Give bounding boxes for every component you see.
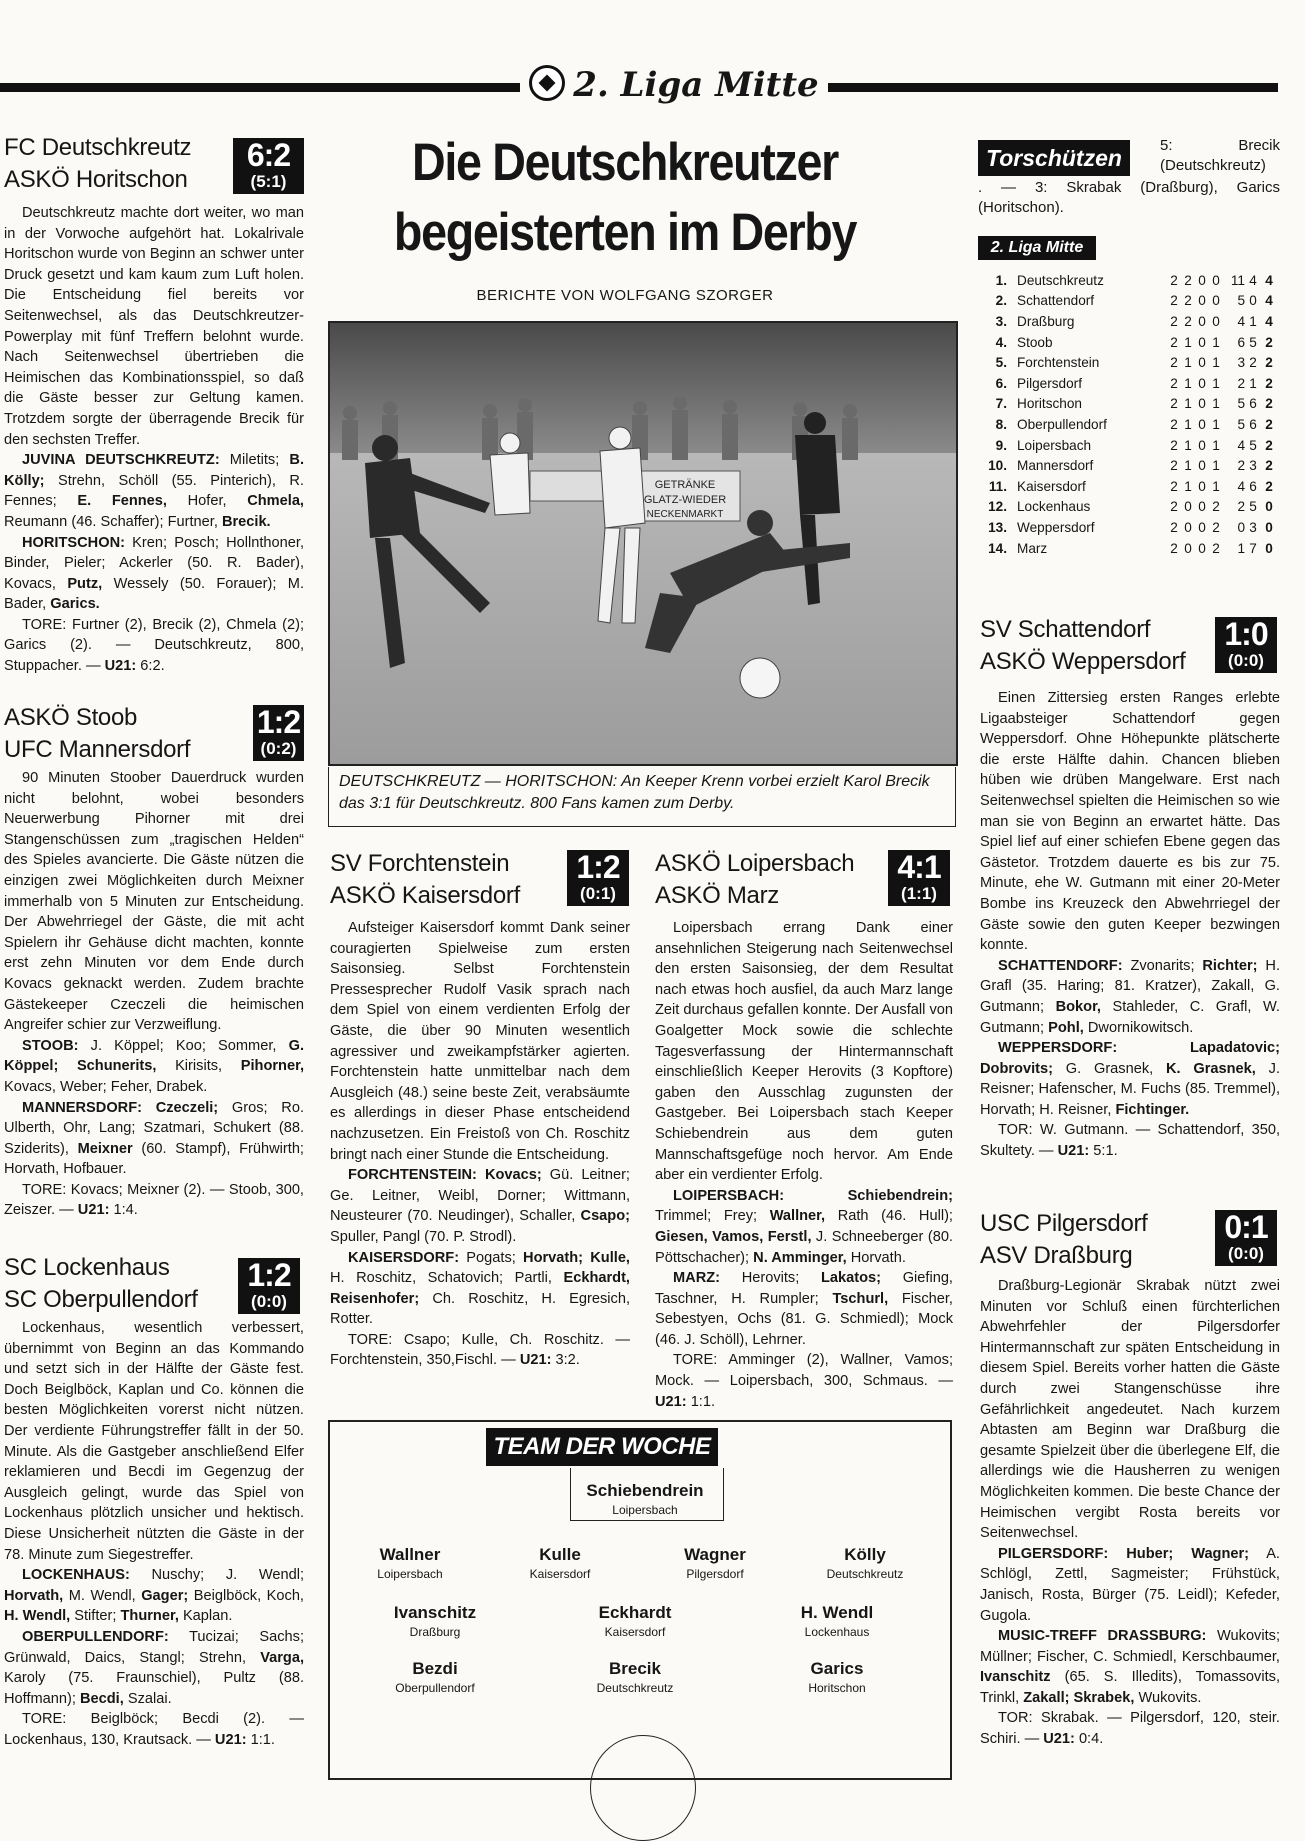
standings-l: 1: [1212, 478, 1220, 494]
standings-g: 2: [1170, 478, 1178, 494]
standings-pos: 11.: [988, 478, 1007, 494]
standings-ga: 3: [1249, 458, 1257, 474]
standings-g: 2: [1170, 313, 1178, 329]
standings-l: 0: [1212, 293, 1220, 309]
match5-teams: [655, 848, 875, 912]
standings-d: 0: [1198, 313, 1206, 329]
match6-lineup1: SCHATTENDORF: Zvonarits; Richter; H. Grafl (35. Haring; 81. Kratzer), Zakall, G. Gutmann; Bokor, Stahleder, C. Grafl, W. Gutmann; Pohl, Dwornikowitsch.: [980, 957, 1280, 1036]
match4-report: [330, 918, 630, 1371]
standings-pos: 1.: [995, 272, 1007, 288]
match6-score: [1215, 617, 1277, 673]
torschuetzen-title: Torschützen: [978, 140, 1130, 176]
match4-home: SV Forchtenstein: [330, 850, 510, 877]
standings-ga: 5: [1249, 499, 1257, 515]
match7-halftime: (0:0): [1228, 1244, 1264, 1263]
standings-pts: 2: [1265, 334, 1273, 350]
headline-line1: Die Deutschkreutzer: [412, 133, 838, 192]
standings-l: 2: [1212, 499, 1220, 515]
match4-score: [567, 850, 629, 906]
standings-ga: 5: [1249, 437, 1257, 453]
tdw-player: Wallner Loipersbach: [377, 1545, 443, 1581]
match2-lineup1: STOOB: J. Köppel; Koo; Sommer, G. Köppel; Schunerits, Kirisits, Pihorner, Kovacs, Weber; Feher, Drabek.: [4, 1037, 305, 1095]
league-label: 2. Liga Mitte: [573, 65, 819, 105]
match1-halftime: (5:1): [250, 172, 287, 191]
standings-d: 0: [1198, 293, 1206, 309]
match5-home: ASKÖ Loipersbach: [655, 850, 855, 877]
match5-away: ASKÖ Marz: [655, 882, 779, 909]
torschuetzen-text1: 5: Brecik (Deutschkreutz): [1160, 137, 1280, 174]
match2-away: UFC Mannersdorf: [4, 736, 191, 763]
standings-gf: 2: [1237, 499, 1245, 515]
standings-row: [985, 291, 1277, 312]
standings-w: 1: [1184, 416, 1192, 432]
match7-text: Draßburg-Legionär Skrabak nützt zwei Minuten vor Schluß einen fürchterlichen Abwehrfehler der Pilgersdorfer Hintermannschaft zur späten Entscheidung in diesem Spiel. Bereits vorher hatten die Gäste durch zwei Stangenschüsse ihre Gefährlichkeit angedeutet. Nach kurzem Abtasten am Beginn war Draßburg die gesamte Spielzeit über die überlegene Elf, die allerdings wie die Hausherren zu wenigen Möglichkeiten kommen. Die beste Chance der Heimischen vergibt Rosta bereits vor Seitenwechsel.: [980, 1278, 1280, 1542]
standings-w: 2: [1184, 293, 1192, 309]
standings-w: 1: [1184, 375, 1192, 391]
header-rule-right: [828, 83, 1278, 92]
match5-goals: TORE: Amminger (2), Wallner, Vamos; Mock. — Loipersbach, 300, Schmaus. — U21: 1:1.: [655, 1352, 953, 1410]
match4-goals: TORE: Csapo; Kulle, Ch. Roschitz. — Forchtenstein, 350,Fischl. — U21: 3:2.: [330, 1331, 630, 1369]
match4-teams: [330, 848, 560, 912]
match3-fulltime: 1:2: [247, 1257, 291, 1293]
standings-l: 0: [1212, 272, 1220, 288]
standings-gf: 2: [1237, 458, 1245, 474]
standings-l: 1: [1212, 437, 1220, 453]
standings-team: Deutschkreutz: [1017, 272, 1104, 288]
match6-fulltime: 1:0: [1224, 616, 1268, 652]
match3-text: Lockenhaus, wesentlich verbessert, übernimmt von Beginn an das Kommando und setzt sich in der Hälfte der Gäste fest. Doch Beiglböck, Kaplan und Co. können die besten Möglichkeiten vorerst nicht nützen. Der verdiente Führungstreffer fällt in der 50. Minute. Als die Gastgeber anschließend Elfer reklamieren und Becdi im Gegenzug der Ausgleich gelingt, wurde das Spiel von Lockenhaus plötzlich unsicher und hektisch. Diese Unsicherheit nützten die Gäste in der 78. Minute zum Siegestreffer.: [4, 1320, 304, 1563]
standings-row: [985, 332, 1277, 353]
football-icon: [529, 65, 565, 101]
standings-w: 1: [1184, 458, 1192, 474]
standings-pos: 2.: [995, 293, 1007, 309]
match4-text: Aufsteiger Kaisersdorf kommt Dank seiner couragierten Spielweise zum ersten Saisonsieg. Selbst Forchtenstein Pressesprecher Rudolf Vasik sprach nach dem Spiel von einem verdienten Erfolg der Gäste, die über 90 Minuten wesentlich agressiver und zweikampfstärker agierten. Forchtenstein hatte unmittelbar nach dem Ausgleich (48.) seine beste Zeit, verabsäumte es allerdings in dieser Phase entscheidend nachzusetzen. Ein Freistoß von Ch. Roschitz bringt nach einer Stunde die Entscheidung.: [330, 920, 630, 1163]
standings-pts: 2: [1265, 478, 1273, 494]
standings-gf: 5: [1237, 293, 1245, 309]
standings-w: 1: [1184, 437, 1192, 453]
standings-l: 1: [1212, 458, 1220, 474]
standings-d: 0: [1198, 396, 1206, 412]
standings-gf: 4: [1237, 437, 1245, 453]
standings-row: [985, 311, 1277, 332]
standings-row: [985, 538, 1277, 559]
match3-away: SC Oberpullendorf: [4, 1286, 198, 1313]
match4-halftime: (0:1): [580, 884, 616, 903]
standings-g: 2: [1170, 293, 1178, 309]
match3-score: [238, 1258, 300, 1314]
match3-teams: [4, 1252, 244, 1316]
standings-ga: 6: [1249, 396, 1257, 412]
match7-score: [1215, 1210, 1277, 1266]
standings-pts: 2: [1265, 458, 1273, 474]
match2-fulltime: 1:2: [256, 704, 301, 740]
standings-team: Lockenhaus: [1017, 499, 1091, 515]
match3-lineup1: LOCKENHAUS: Nuschy; J. Wendl; Horvath, M. Wendl, Gager; Beiglböck, Koch, H. Wendl, Stifter; Thurner, Kaplan.: [4, 1567, 304, 1625]
standings-team: Horitschon: [1017, 396, 1082, 412]
match7-lineup2: MUSIC-TREFF DRASSBURG: Wukovits; Müllner; Fischer, C. Schmiedl, Kerschbaumer, Ivanschitz (65. S. Illedits), Tomassovits, Trinkl, Zakall; Skrabek, Wukovits.: [980, 1628, 1281, 1706]
standings-gf: 1: [1237, 540, 1245, 556]
standings-gf: 3: [1237, 355, 1245, 371]
match7-teams: [980, 1208, 1210, 1272]
standings-team: Forchtenstein: [1017, 355, 1100, 371]
standings-pts: 2: [1265, 437, 1273, 453]
match1-away: ASKÖ Horitschon: [4, 166, 188, 193]
standings-g: 2: [1170, 540, 1178, 556]
standings-l: 2: [1212, 519, 1220, 535]
standings-g: 2: [1170, 375, 1178, 391]
standings-pts: 0: [1265, 519, 1273, 535]
photo-illustration: [330, 323, 956, 764]
standings-team: Kaisersdorf: [1017, 478, 1086, 494]
match2-text: 90 Minuten Stoober Dauerdruck wurden nicht belohnt, wobei besonders Neuerwerbung Pihorner mit drei Stangenschüssen zum „tragischen Helden“ des Spieles avancierte. Die Gäste nützen die einzigen zwei Möglichkeiten durch Meixner immerhalb von 5 Minuten zur Entscheidung. Der Abwehrriegel der Gäste, die mit acht Spielern ihr Gehäuse dicht machten, konnte erst zehn Minuten vor dem Ende durch Kovacs geknackt werden. Zudem brachte Gästekeeper Czeczeli die heimischen Angreifer schier zur Verzweiflung.: [4, 770, 304, 1034]
match1-text: Deutschkreutz machte dort weiter, wo man in der Vorwoche aufgehört hat. Lokalrivale Horitschon wurde von Beginn an schwer unter Druck gesetzt und kam kaum zum Luft holen. Die Entscheidung fiel bereits vor Seitenwechsel, als das Deutschkreutzer-Powerplay mit fünf Treffern belohnt wurde. Nach Seitenwechsel übertrieben die Heimischen das Kombinationsspiel, so daß die Gäste besser zur Geltung kamen. Trotzdem sorgte der überragende Brecik für den sechsten Treffer.: [4, 205, 304, 448]
standings-title: 2. Liga Mitte: [978, 236, 1096, 260]
tdw-player: Ivanschitz Draßburg: [393, 1603, 477, 1639]
match1-lineup2: HORITSCHON: Kren; Posch; Hollnthoner, Binder, Pieler; Ackerler (50. R. Bader), Kovacs, Putz, Wessely (50. Forauer); M. Bader, Garics.: [4, 534, 305, 613]
match5-report: [655, 918, 953, 1412]
standings-pts: 4: [1265, 293, 1273, 309]
tdw-player: Garics Horitschon: [808, 1659, 866, 1695]
tdw-player: Bezdi Oberpullendorf: [395, 1659, 475, 1695]
standings-w: 1: [1184, 396, 1192, 412]
standings-team: Pilgersdorf: [1017, 375, 1082, 391]
standings-d: 0: [1198, 458, 1206, 474]
standings-gf: 4: [1237, 313, 1245, 329]
standings-w: 1: [1184, 478, 1192, 494]
standings-pos: 3.: [995, 313, 1007, 329]
standings-ga: 2: [1249, 355, 1257, 371]
standings-pts: 4: [1265, 313, 1273, 329]
standings-ga: 0: [1249, 293, 1257, 309]
photo-caption: DEUTSCHKREUTZ — HORITSCHON: An Keeper Krenn vorbei erzielt Karol Brecik das 3:1 für Deutschkreutz. 800 Fans kamen zum Derby.: [328, 767, 956, 827]
match5-halftime: (1:1): [901, 884, 937, 903]
standings-d: 0: [1198, 499, 1206, 515]
standings-pos: 12.: [988, 499, 1007, 515]
standings-d: 0: [1198, 355, 1206, 371]
standings-g: 2: [1170, 355, 1178, 371]
standings-w: 1: [1184, 355, 1192, 371]
match1-teams: [4, 132, 234, 196]
svg-text:NECKENMARKT: NECKENMARKT: [646, 509, 724, 520]
svg-text:GLATZ-WIEDER: GLATZ-WIEDER: [643, 494, 727, 506]
match1-fulltime: 6:2: [246, 137, 291, 173]
standings-w: 2: [1184, 313, 1192, 329]
standings-g: 2: [1170, 396, 1178, 412]
match2-lineup2: MANNERSDORF: Czeczeli; Gros; Ro. Ulberth, Ohr, Lang; Szatmari, Schukert (88. Sziderits), Meixner (60. Stampf), Frühwirth; Horvath, Hofbauer.: [4, 1099, 304, 1178]
standings-g: 2: [1170, 416, 1178, 432]
byline: BERICHTE VON WOLFGANG SZORGER: [476, 287, 774, 304]
standings-team: Draßburg: [1017, 313, 1075, 329]
match1-report: [4, 203, 304, 677]
match6-away: ASKÖ Weppersdorf: [980, 648, 1186, 675]
standings-pts: 2: [1265, 396, 1273, 412]
standings-pts: 2: [1265, 355, 1273, 371]
match2-goals: TORE: Kovacs; Meixner (2). — Stoob, 300, Zeiszer. — U21: 1:4.: [4, 1181, 304, 1219]
standings-l: 1: [1212, 416, 1220, 432]
match2-halftime: (0:2): [260, 739, 297, 758]
match1-lineup1: JUVINA DEUTSCHKREUTZ: Miletits; B. Kölly; Strehn, Schöll (55. Pinterich), R. Fennes; E. Fennes, Hofer, Chmela, Reumann (46. Schaffer); Furtner, Brecik.: [4, 452, 304, 530]
standings-ga: 1: [1249, 313, 1257, 329]
standings-d: 0: [1198, 478, 1206, 494]
league-title: [520, 62, 828, 108]
standings-row: [985, 414, 1277, 435]
match3-goals: TORE: Beiglböck; Becdi (2). — Lockenhaus, 130, Krautsack. — U21: 1:1.: [4, 1711, 304, 1748]
tdw-player: Kulle Kaisersdorf: [529, 1545, 591, 1581]
standings-team: Mannersdorf: [1017, 458, 1094, 474]
match1-home: FC Deutschkreutz: [4, 134, 192, 161]
standings-pts: 2: [1265, 416, 1273, 432]
tdw-player: H. Wendl Lockenhaus: [800, 1603, 874, 1639]
match5-lineup1: LOIPERSBACH: Schiebendrein; Trimmel; Frey; Wallner, Rath (46. Hull); Giesen, Vamos, Ferstl, J. Schneeberger (80. Pöttschacher); N. Amminger, Horvath.: [655, 1187, 953, 1266]
match3-home: SC Lockenhaus: [4, 1254, 170, 1281]
standings-team: Schattendorf: [1017, 293, 1095, 309]
standings-team: Stoob: [1017, 334, 1053, 350]
standings-g: 2: [1170, 334, 1178, 350]
standings-w: 1: [1184, 334, 1192, 350]
standings-row: [985, 517, 1277, 538]
match3-halftime: (0:0): [251, 1292, 287, 1311]
standings-row: [985, 270, 1277, 291]
match6-lineup2: WEPPERSDORF: Lapadatovic; Dobrovits; G. Grasnek, K. Grasnek, J. Reisner; Hafenscher, M. Fuchs (85. Tremmel), Horvath; H. Reisner, Fichtinger.: [980, 1040, 1280, 1118]
standings-w: 2: [1184, 272, 1192, 288]
standings-gf: 0: [1237, 519, 1245, 535]
standings-pos: 13.: [988, 519, 1007, 535]
match4-lineup2: KAISERSDORF: Pogats; Horvath; Kulle, H. Roschitz, Schatovich; Partli, Eckhardt, Reisenhofer; Ch. Roschitz, H. Egresich, Rotter.: [330, 1249, 630, 1328]
standings-gf: 4: [1237, 478, 1245, 494]
svg-text:GETRÄNKE: GETRÄNKE: [654, 479, 716, 491]
standings-pts: 4: [1265, 272, 1273, 288]
standings-team: Marz: [1017, 540, 1048, 556]
standings-l: 1: [1212, 396, 1220, 412]
match7-home: USC Pilgersdorf: [980, 1210, 1148, 1237]
standings-d: 0: [1198, 272, 1206, 288]
match7-lineup1: PILGERSDORF: Huber; Wagner; A. Schlögl, Zettl, Sagmeister; Frühstück, Janisch, Rosta, Bürger (75. Leidl); Kefeder, Gugola.: [980, 1545, 1280, 1624]
standings-row: [985, 497, 1277, 518]
pitch-center-arc: [590, 1735, 696, 1841]
match7-goals: TOR: Skrabak. — Pilgersdorf, 120, steir. Schiri. — U21: 0:4.: [980, 1710, 1280, 1748]
headline-line2: begeisterten im Derby: [393, 203, 857, 262]
standings-l: 1: [1212, 375, 1220, 391]
match7-report: [980, 1276, 1280, 1750]
standings-pos: 8.: [995, 416, 1007, 432]
match-photo: [328, 321, 958, 766]
match6-teams: [980, 614, 1210, 678]
standings-ga: 7: [1249, 540, 1257, 556]
standings-pos: 7.: [995, 396, 1007, 412]
tdw-player: Brecik Deutschkreutz: [596, 1659, 674, 1695]
match5-score: [888, 850, 950, 906]
standings-d: 0: [1198, 519, 1206, 535]
match1-score: [233, 138, 304, 194]
match1-goals: TORE: Furtner (2), Brecik (2), Chmela (2); Garics (2). — Deutschkreutz, 800, Stuppacher. — U21: 6:2.: [4, 616, 304, 675]
standings-team: Weppersdorf: [1017, 519, 1095, 535]
standings-row: [985, 455, 1277, 476]
match5-text: Loipersbach errang Dank einer ansehnlichen Steigerung nach Seitenwechsel den ersten Saisonsieg, der dem Resultat nach etwas hoch ausfiel, da auch Marz lange Zeit durchaus gefallen konnte. Der Ausfall von Goalgetter Mock sowie die schlechte Tagesverfassung der Hintermannschaft einschließlich Keeper Herovits (3 Kopftore) gaben den Ausschlag zugunsten der Gastgeber. Bei Loipersbach stach Keeper Schiebendrein aus dem guten Mannschaftsgefüge noch hervor. Am Ende aber ein verdienter Erfolg.: [655, 920, 953, 1184]
standings-gf: 5: [1237, 396, 1245, 412]
standings-gf: 11: [1230, 272, 1245, 288]
match6-goals: TOR: W. Gutmann. — Schattendorf, 350, Skultety. — U21: 5:1.: [980, 1122, 1280, 1160]
match2-home: ASKÖ Stoob: [4, 704, 138, 731]
standings-l: 0: [1212, 313, 1220, 329]
torschuetzen-text2: . — 3: Skrabak (Draßburg), Garics (Horitschon).: [978, 179, 1280, 216]
match7-away: ASV Draßburg: [980, 1242, 1133, 1269]
match2-teams: [4, 702, 234, 766]
match4-away: ASKÖ Kaisersdorf: [330, 882, 520, 909]
standings-l: 2: [1212, 540, 1220, 556]
match6-home: SV Schattendorf: [980, 616, 1151, 643]
standings-d: 0: [1198, 375, 1206, 391]
standings-table: [985, 270, 1277, 558]
standings-pos: 4.: [995, 334, 1007, 350]
standings-gf: 2: [1237, 375, 1245, 391]
standings-row: [985, 373, 1277, 394]
standings-d: 0: [1198, 540, 1206, 556]
standings-row: [985, 352, 1277, 373]
standings-l: 1: [1212, 334, 1220, 350]
match4-fulltime: 1:2: [576, 849, 620, 885]
standings-row: [985, 476, 1277, 497]
standings-pos: 9.: [995, 437, 1007, 453]
standings-pos: 14.: [988, 540, 1007, 556]
standings-pos: 10.: [988, 458, 1007, 474]
standings-row: [985, 394, 1277, 415]
match4-lineup1: FORCHTENSTEIN: Kovacs; Gü. Leitner; Ge. Leitner, Weibl, Dorner; Wittmann, Neusteurer (70. Neudinger), Schaller, Csapo; Spuller, Pangl (70. P. Strodl).: [330, 1167, 630, 1245]
match2-score: [253, 705, 304, 761]
match3-report: [4, 1318, 304, 1750]
standings-ga: 3: [1249, 519, 1257, 535]
standings-gf: 5: [1237, 416, 1245, 432]
standings-ga: 6: [1249, 478, 1257, 494]
standings-pts: 0: [1265, 499, 1273, 515]
standings-row: [985, 435, 1277, 456]
tdw-player: Eckhardt Kaisersdorf: [598, 1603, 672, 1639]
standings-d: 0: [1198, 437, 1206, 453]
standings-ga: 5: [1249, 334, 1257, 350]
standings-l: 1: [1212, 355, 1220, 371]
standings-gf: 6: [1237, 334, 1245, 350]
header-rule-left: [0, 83, 520, 92]
standings-ga: 1: [1249, 375, 1257, 391]
standings-g: 2: [1170, 437, 1178, 453]
tdw-player: Wagner Pilgersdorf: [684, 1545, 746, 1581]
match5-fulltime: 4:1: [897, 849, 941, 885]
standings-pts: 0: [1265, 540, 1273, 556]
standings-g: 2: [1170, 272, 1178, 288]
match6-report: [980, 688, 1280, 1162]
match3-lineup2: OBERPULLENDORF: Tucizai; Sachs; Grünwald, Daics, Stangl; Strehn, Varga, Karoly (75. Fraunschiel), Pultz (88. Hoffmann); Becdi, Szalai.: [4, 1628, 304, 1707]
tdw-player: Kölly Deutschkreutz: [826, 1545, 904, 1581]
standings-w: 0: [1184, 499, 1192, 515]
standings-d: 0: [1198, 416, 1206, 432]
match6-text: Einen Zittersieg ersten Ranges erlebte Ligaabsteiger Schattendorf gegen Weppersdorf. Ohne Höhepunkte plätscherte die erste Hälfte dahin. Chancen blieben hüben wie drüben Mangelware. Erst nach Seitenwechsel spielten die Heimischen so wie man sie von Beginn an erwartet hätte. Das Spiel lief auf einer schiefen Ebene gegen das Gästetor. Trotzdem dauerte es bis zur 75. Minute, ehe W. Gutmann mit einer 20-Meter Bombe ins Kreuzeck den Abwehrriegel der Gäste sowie den guten Keeper bezwingen konnte.: [980, 690, 1280, 954]
standings-g: 2: [1170, 458, 1178, 474]
headline: [365, 128, 884, 268]
standings-g: 2: [1170, 499, 1178, 515]
standings-g: 2: [1170, 519, 1178, 535]
standings-ga: 6: [1249, 416, 1257, 432]
match5-lineup2: MARZ: Herovits; Lakatos; Giefing, Taschner, H. Rumpler; Tschurl, Fischer, Sebestyen, Ochs (81. G. Schmiedl); Mock (46. J. Schöll), Lehrner.: [655, 1270, 953, 1348]
standings-pos: 5.: [995, 355, 1007, 371]
team-der-woche-title: TEAM DER WOCHE: [486, 1428, 718, 1466]
standings-team: Loipersbach: [1017, 437, 1092, 453]
standings-d: 0: [1198, 334, 1206, 350]
standings-w: 0: [1184, 540, 1192, 556]
standings-ga: 4: [1249, 272, 1257, 288]
standings-team: Oberpullendorf: [1017, 416, 1107, 432]
standings-pts: 2: [1265, 375, 1273, 391]
match2-report: [4, 768, 304, 1221]
match7-fulltime: 0:1: [1224, 1209, 1268, 1245]
match6-halftime: (0:0): [1228, 651, 1264, 670]
standings-pos: 6.: [995, 375, 1007, 391]
standings-w: 0: [1184, 519, 1192, 535]
tdw-player: Schiebendrein Loipersbach: [586, 1481, 704, 1517]
